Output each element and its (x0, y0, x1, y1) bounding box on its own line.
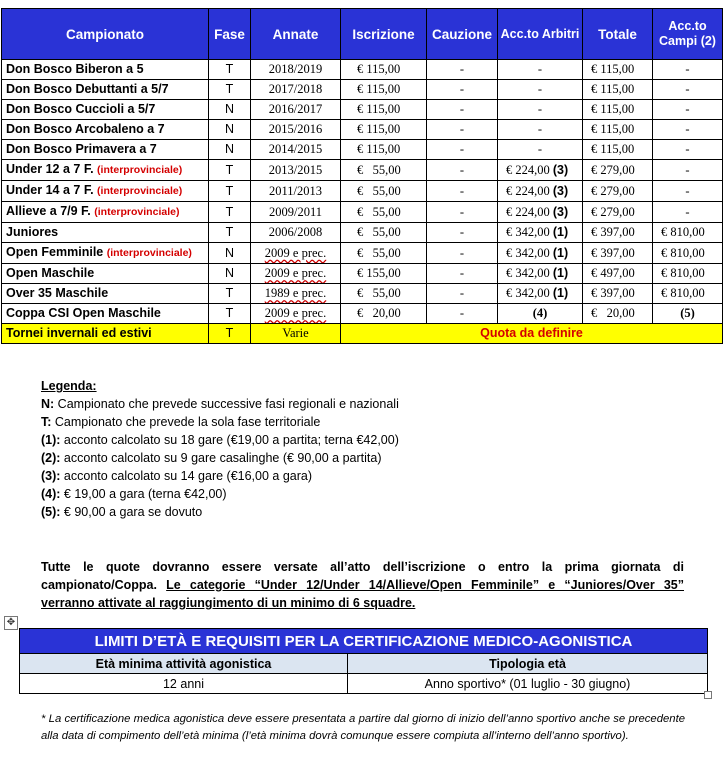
table-resize-handle[interactable] (704, 691, 712, 699)
cell-arbitri (498, 202, 583, 223)
legend-text: € 90,00 a gara se dovuto (60, 505, 203, 519)
cell-fase: N (209, 243, 251, 264)
row-name: Don Bosco Debuttanti a 5/7 (6, 82, 169, 96)
cell-annate (251, 60, 341, 80)
legend-item (41, 431, 399, 449)
legend-key: (4): (41, 487, 61, 501)
table-row (2, 223, 723, 243)
cell-annate (251, 140, 341, 160)
cell-iscrizione: € 115,00 (341, 100, 427, 120)
cell-totale: € 115,00 (583, 120, 653, 140)
cell-iscrizione: € 55,00 (341, 202, 427, 223)
row-name: Coppa CSI Open Maschile (6, 306, 161, 320)
legend-text: acconto calcolato su 18 gare (€19,00 a partita; terna €42,00) (60, 433, 399, 447)
cell-name (2, 223, 209, 243)
footnote: * La certificazione medica agonistica deve essere presentata a partire dal giorno di inizio dell’anno sportivo anche se precedente alla data di compimento dell’età minima (l’età minima dovrà comunque essere compiuta all’interno dell’anno sportivo). (41, 713, 685, 742)
cell-fase: T (209, 304, 251, 324)
annate-text: 2016/2017 (268, 102, 323, 116)
cell-fase: T (209, 324, 251, 344)
cell-annate (251, 80, 341, 100)
cell-name (2, 100, 209, 120)
cell-quota: Quota da definire (341, 324, 723, 344)
cell-iscrizione: € 20,00 (341, 304, 427, 324)
row-name: Under 14 a 7 F. (6, 183, 94, 197)
cell-name (2, 284, 209, 304)
limits-title-row (20, 629, 708, 654)
legend-item (41, 467, 399, 485)
limits-col1-header: Età minima attività agonistica (20, 654, 348, 674)
cell-fase: T (209, 223, 251, 243)
cell-cauzione: - (427, 304, 498, 324)
cell-arbitri (498, 284, 583, 304)
cell-totale: € 397,00 (583, 223, 653, 243)
row-note: (interprovinciale) (97, 164, 183, 176)
header-fase: Fase (209, 9, 251, 60)
cell-campi: - (653, 100, 723, 120)
limits-col2-header: Tipologia età (348, 654, 708, 674)
cell-arbitri (498, 181, 583, 202)
table-row (2, 264, 723, 284)
cell-cauzione: - (427, 80, 498, 100)
cell-name (2, 80, 209, 100)
legend-key: (3): (41, 469, 61, 483)
header-cauzione: Cauzione (427, 9, 498, 60)
fees-table (1, 8, 723, 344)
cell-name: Tornei invernali ed estivi (2, 324, 209, 344)
row-note: (interprovinciale) (97, 185, 183, 197)
cell-totale: € 397,00 (583, 243, 653, 264)
row-name: Allieve a 7/9 F. (6, 204, 91, 218)
row-name: Don Bosco Arcobaleno a 7 (6, 122, 165, 136)
table-row (2, 100, 723, 120)
legend-key: N: (41, 397, 55, 411)
cell-totale: € 115,00 (583, 100, 653, 120)
table-row (2, 120, 723, 140)
header-iscrizione: Iscrizione (341, 9, 427, 60)
cell-totale: € 397,00 (583, 284, 653, 304)
legend-item (41, 485, 399, 503)
limits-table (19, 628, 708, 694)
cell-arbitri (498, 243, 583, 264)
arbitri-note: (1) (552, 225, 569, 239)
arbitri-value: € 224,00 (506, 204, 550, 219)
cell-arbitri: - (498, 140, 583, 160)
row-name: Don Bosco Biberon a 5 (6, 62, 144, 76)
arbitri-value: € 342,00 (506, 225, 550, 239)
cell-fase: N (209, 100, 251, 120)
cell-iscrizione: € 55,00 (341, 243, 427, 264)
header-arbitri: Acc.to Arbitri (498, 9, 583, 60)
header-campi: Acc.to Campi (2) (653, 9, 723, 60)
cell-totale: € 20,00 (583, 304, 653, 324)
cell-name (2, 140, 209, 160)
annate-text: 2018/2019 (268, 62, 323, 76)
arbitri-value: € 224,00 (506, 183, 550, 198)
arbitri-value: € 342,00 (506, 286, 550, 300)
header-annate: Annate (251, 9, 341, 60)
cell-fase: T (209, 181, 251, 202)
arbitri-note: (1) (552, 245, 569, 260)
legend-item (41, 449, 399, 467)
cell-arbitri (498, 304, 583, 324)
cell-name (2, 264, 209, 284)
row-name: Don Bosco Primavera a 7 (6, 142, 157, 156)
cell-iscrizione: € 115,00 (341, 60, 427, 80)
legend-text: acconto calcolato su 14 gare (€16,00 a gara) (60, 469, 313, 483)
legend-key: (1): (41, 433, 61, 447)
limits-col2-value: Anno sportivo* (01 luglio - 30 giugno) (348, 674, 708, 694)
cell-annate: Varie (251, 324, 341, 344)
cell-name (2, 120, 209, 140)
annate-text: 2014/2015 (268, 142, 323, 156)
cell-iscrizione: € 115,00 (341, 80, 427, 100)
legend-text: acconto calcolato su 9 gare casalinghe (€ 90,00 a partita) (60, 451, 382, 465)
legend-item (41, 503, 399, 521)
arbitri-note: (3) (552, 183, 569, 198)
row-name: Under 12 a 7 F. (6, 162, 94, 176)
legend-text: € 19,00 a gara (terna €42,00) (60, 487, 227, 501)
cell-totale: € 115,00 (583, 80, 653, 100)
cell-iscrizione: € 115,00 (341, 120, 427, 140)
cell-fase: T (209, 202, 251, 223)
cell-name (2, 60, 209, 80)
annate-text: 2006/2008 (268, 225, 323, 239)
annate-text: 2013/2015 (268, 162, 323, 177)
annate-text: 2011/2013 (268, 183, 322, 198)
arbitri-note: (4) (532, 306, 548, 320)
row-name: Open Femminile (6, 245, 104, 259)
legend-text: Campionato che prevede la sola fase territoriale (51, 415, 321, 429)
arbitri-note: (3) (552, 162, 569, 177)
cell-campi: - (653, 181, 723, 202)
table-row (2, 160, 723, 181)
cell-annate (251, 160, 341, 181)
annate-text: 2009 e prec. (264, 245, 327, 260)
limits-col1-value: 12 anni (20, 674, 348, 694)
cell-iscrizione: € 55,00 (341, 284, 427, 304)
table-row (2, 243, 723, 264)
row-name: Juniores (6, 225, 59, 239)
notice-text: Tutte le quote dovranno essere versate all’atto dell’iscrizione o entro la prima giornata di campionato/Coppa. (41, 560, 684, 592)
legend-text: Campionato che prevede successive fasi regionali e nazionali (54, 397, 399, 411)
cell-cauzione: - (427, 181, 498, 202)
table-row (2, 202, 723, 223)
legend-key: (2): (41, 451, 61, 465)
cell-fase: T (209, 160, 251, 181)
table-move-handle-icon[interactable]: ✥ (4, 616, 18, 630)
cell-name (2, 181, 209, 202)
cell-arbitri: - (498, 80, 583, 100)
row-name: Open Maschile (6, 266, 95, 280)
cell-totale: € 279,00 (583, 181, 653, 202)
cell-cauzione: - (427, 140, 498, 160)
cell-cauzione: - (427, 60, 498, 80)
cell-campi: € 810,00 (653, 284, 723, 304)
cell-fase: N (209, 264, 251, 284)
cell-cauzione: - (427, 160, 498, 181)
cell-annate (251, 100, 341, 120)
arbitri-value: € 342,00 (506, 245, 550, 260)
notice-underlined: Le categorie “Under 12/Under 14/Allieve/Open Femminile” e “Juniores/Over 35” verranno attivate al raggiungimento di un minimo di 6 squadre. (41, 578, 684, 610)
legend-key: (5): (41, 505, 61, 519)
cell-cauzione: - (427, 120, 498, 140)
legend-item (41, 413, 399, 431)
cell-campi: (5) (653, 304, 723, 324)
annate-text: 2009/2011 (268, 204, 322, 219)
cell-cauzione: - (427, 223, 498, 243)
cell-totale: € 115,00 (583, 60, 653, 80)
cell-totale: € 497,00 (583, 264, 653, 284)
cell-iscrizione: € 55,00 (341, 181, 427, 202)
cell-annate (251, 304, 341, 324)
table-row-tornei (2, 324, 723, 344)
cell-iscrizione: € 115,00 (341, 140, 427, 160)
cell-totale: € 115,00 (583, 140, 653, 160)
cell-annate (251, 181, 341, 202)
cell-campi: € 810,00 (653, 223, 723, 243)
cell-cauzione: - (427, 202, 498, 223)
arbitri-value: € 342,00 (506, 266, 550, 280)
table-row (2, 80, 723, 100)
header-totale: Totale (583, 9, 653, 60)
cell-annate (251, 264, 341, 284)
cell-arbitri: - (498, 60, 583, 80)
cell-name (2, 202, 209, 223)
limits-header-row (20, 654, 708, 674)
cell-annate (251, 243, 341, 264)
cell-annate (251, 202, 341, 223)
cell-campi: - (653, 160, 723, 181)
row-name: Over 35 Maschile (6, 286, 109, 300)
cell-cauzione: - (427, 100, 498, 120)
cell-totale: € 279,00 (583, 202, 653, 223)
arbitri-value: € 224,00 (506, 162, 550, 177)
cell-campi: - (653, 60, 723, 80)
arbitri-note: (1) (552, 286, 569, 300)
cell-arbitri: - (498, 120, 583, 140)
cell-name (2, 160, 209, 181)
cell-campi: - (653, 140, 723, 160)
table-row (2, 284, 723, 304)
cell-annate (251, 223, 341, 243)
cell-name (2, 304, 209, 324)
annate-text: 2017/2018 (268, 82, 323, 96)
cell-fase: N (209, 140, 251, 160)
cell-cauzione: - (427, 243, 498, 264)
cell-annate (251, 284, 341, 304)
table-row (2, 181, 723, 202)
arbitri-note: (1) (552, 266, 569, 280)
cell-campi: - (653, 120, 723, 140)
fees-header-row (2, 9, 723, 60)
limits-title: LIMITI D’ETÀ E REQUISITI PER LA CERTIFICAZIONE MEDICO-AGONISTICA (20, 629, 708, 654)
cell-arbitri: - (498, 100, 583, 120)
cell-fase: T (209, 60, 251, 80)
cell-cauzione: - (427, 284, 498, 304)
header-campionato: Campionato (2, 9, 209, 60)
cell-arbitri (498, 264, 583, 284)
cell-iscrizione: € 55,00 (341, 223, 427, 243)
cell-cauzione: - (427, 264, 498, 284)
annate-text: 2009 e prec. (264, 266, 327, 280)
row-note: (interprovinciale) (106, 247, 192, 259)
annate-text: 2015/2016 (268, 122, 323, 136)
cell-iscrizione: € 155,00 (341, 264, 427, 284)
annate-text: 1989 e prec. (264, 286, 327, 300)
legend-item (41, 395, 399, 413)
legend-title: Legenda: (41, 379, 97, 393)
cell-name (2, 243, 209, 264)
cell-campi: € 810,00 (653, 243, 723, 264)
notice-paragraph (41, 558, 684, 612)
table-row (2, 304, 723, 324)
arbitri-note: (3) (552, 204, 569, 219)
legend-key: T: (41, 415, 52, 429)
row-note: (interprovinciale) (94, 206, 180, 218)
cell-campi: - (653, 202, 723, 223)
cell-totale: € 279,00 (583, 160, 653, 181)
cell-arbitri (498, 223, 583, 243)
cell-iscrizione: € 55,00 (341, 160, 427, 181)
cell-arbitri (498, 160, 583, 181)
cell-annate (251, 120, 341, 140)
cell-fase: T (209, 80, 251, 100)
cell-campi: - (653, 80, 723, 100)
cell-campi: € 810,00 (653, 264, 723, 284)
table-row (2, 140, 723, 160)
limits-value-row (20, 674, 708, 694)
annate-text: 2009 e prec. (264, 306, 327, 320)
legend (41, 377, 399, 521)
cell-fase: T (209, 284, 251, 304)
row-name: Don Bosco Cuccioli a 5/7 (6, 102, 156, 116)
table-row (2, 60, 723, 80)
cell-fase: N (209, 120, 251, 140)
